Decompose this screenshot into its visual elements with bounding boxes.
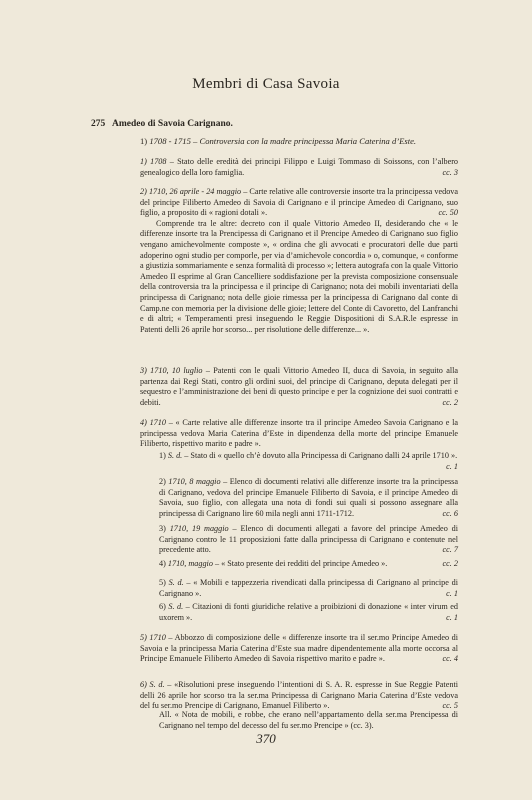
subitem-text: – Citazioni di fonti giuridiche relative a proibizioni di donazione « inter virum ed uxorem ». [159, 602, 458, 622]
subsection-dates: 1708 - 1715 [149, 136, 191, 146]
subitem-date: S. d. [168, 578, 184, 587]
subitem-text: – Stato di « quello ch’è dovuto alla Principessa di Carignano dalli 24 aprile 1710 ». [184, 451, 458, 460]
subitem-date: S. d. [167, 451, 183, 460]
item-date: 1710, 26 aprile - 24 maggio [148, 187, 242, 196]
subitem-date: 1710, 19 maggio [169, 524, 229, 533]
subitem-label: 6) [159, 602, 166, 611]
list-item [140, 680, 458, 712]
item-date: 1710 [149, 633, 166, 642]
sub-list-item [159, 451, 458, 472]
list-item [140, 187, 458, 335]
sub-list-item [159, 559, 458, 570]
item-label: 3) [140, 366, 147, 375]
sub-list-item [159, 524, 458, 556]
subitem-label: 2) [159, 477, 166, 486]
subitem-text: – Elenco di documenti relativi alle differenze insorte tra la principessa di Carignano, vedova del principe Emanuele Filiberto di Savoia, e il principe Amedeo di Savoia, suo figlio, con allegata una nota di fondi sui quali si possono assegnare alla principessa di Carignano lire 60 mila negli anni 1711-1712. [159, 477, 459, 518]
list-item [140, 157, 458, 178]
subitem-ref: cc. 6 [442, 508, 458, 518]
subsection-label: 1) [140, 136, 148, 146]
item-ref: cc. 2 [442, 397, 458, 407]
item-ref: cc. 3 [442, 167, 458, 177]
list-item [140, 366, 458, 408]
entry-title: Amedeo di Savoia Carignano. [112, 119, 233, 129]
list-item [140, 633, 458, 665]
item-text: – Stato delle eredità dei principi Filippo e Luigi Tommaso di Soissons, con l’albero genealogico della loro famiglia. [140, 157, 459, 177]
item-ref: cc. 50 [438, 208, 458, 218]
item-ref: cc. 5 [442, 701, 458, 711]
item-date: 1710, 10 luglio [150, 366, 203, 375]
item-paragraph: Comprende tra le altre: decreto con il quale Vittorio Amedeo II, desiderando che « le differenze insorte tra la Prencipessa di Carignano et il Prencipe Amedeo di Carignano suo figlio vengano amichevolmente composte », « ordina che gli avvocati e procuratori delle due parti adoperino ogni studio per comporle, per via d’amichevole concordia » o, comunque, « conforme a giustizia sommariamente e senza formalità di processo »; lettera autografa con la quale Vittorio Amedeo II esprime al Gran Cancelliere soddisfazione per la prevista composizione consensuale della controversia tra la principessa e il principe di Carignano; nota dei mobili inventariati della principessa di Carignano; nota delle gioie rimessa per la principessa di Carignano dal conte di Camp.ne con memoria per la divisione delle gioie; lettere del Conte di Cavoretto, del Lanfranchi e di altri; « Temperamenti presi inseguendo le Reggie Dispositioni di S.A.R.le espresse in Patenti delli 26 aprile hor scorso... per risolutione delle differenze... ». [140, 218, 458, 334]
subsection-text: – Controversia con la madre principessa Maria Caterina d’Este. [193, 136, 417, 146]
item-ref: cc. 4 [442, 654, 458, 664]
list-item [140, 418, 458, 450]
subitem-date: 1710, maggio [167, 559, 213, 568]
sub-list-item [159, 477, 458, 519]
item-text: – Carte relative alle controversie insorte tra la principessa vedova del principe Filiberto Amedeo di Savoia di Carignano e il principe Amedeo di Carignano, suo figlio, a proposito di « ragioni dotali ». [140, 187, 459, 218]
subitem-ref: c. 1 [446, 588, 458, 598]
subitem-text: – « Stato presente dei redditi del principe Amedeo ». [214, 559, 388, 568]
sub-list-item [159, 602, 458, 623]
item-label: 6) [140, 680, 147, 689]
subitem-label: 1) [159, 451, 166, 460]
subitem-text: – Elenco di documenti allegati a favore del principe Amedeo di Carignano contro le 11 proposizioni fatte dalla principessa di Carignano e contenute nel precedente atto. [159, 524, 459, 555]
sub-list-item [159, 578, 458, 599]
subsection-heading [140, 136, 416, 146]
item-date: 1710 [149, 418, 166, 427]
item-text: – Patenti con le quali Vittorio Amedeo II, duca di Savoia, in seguito alla partenza dai Regi Stati, contro gli ordini suoi, del principe di Carignano, deputa delegati per il sequestro e l’amministrazione dei beni di questo principe e per la cognizione dei suoi contratti e debiti. [140, 366, 459, 407]
subitem-label: 4) [159, 559, 166, 568]
item-text: – « Carte relative alle differenze insorte tra il principe Amedeo Savoia Carignano e la principessa vedova Maria Caterina d’Este in dipendenza della morte del principe Emanuele Filiberto, rispettivo marito e padre ». [140, 418, 458, 449]
subitem-ref: c. 1 [446, 461, 458, 471]
item-text: – Abbozzo di composizione delle « differenze insorte tra il ser.mo Principe Amedeo di Savoia e la principessa Maria Caterina d’Este sua madre dipendentemente alla morte occorsa al Principe Emanuele Filiberto Amedeo di Savoia rispettivo marito e padre ». [140, 633, 459, 664]
item-label: 4) [140, 418, 147, 427]
entry-number: 275 [91, 119, 106, 129]
item-date: 1708 [150, 157, 167, 166]
allegato-note: All. « Nota de mobili, e robbe, che erano nell’appartamento della ser.ma Prencipessa di Carignano nel tempo del decesso del fu ser.mo Prencipe » (cc. 3). [159, 710, 458, 730]
item-date: S. d. [149, 680, 165, 689]
subitem-ref: c. 1 [446, 612, 458, 622]
subitem-ref: cc. 7 [442, 545, 458, 555]
subitem-label: 3) [159, 524, 166, 533]
page-title: Membri di Casa Savoia [192, 76, 340, 92]
item-label: 5) [140, 633, 147, 642]
subitem-date: 1710, 8 maggio [168, 477, 221, 486]
subitem-date: S. d. [168, 602, 184, 611]
item-text: – «Risolutioni prese inseguendo l’intentioni di S. A. R. espresse in Sue Reggie Patenti delli 26 aprile hor scorso tra la ser.ma Principessa di Carignano Maria Caterina d’Este vedova del fu ser.mo Prencipe di Carignano, Emanuel Filiberto ». [140, 680, 458, 711]
subitem-ref: cc. 2 [442, 559, 458, 568]
subitem-text: – « Mobili e tappezzeria rivendicati dalla principessa di Carignano al principe di Carignano ». [159, 578, 459, 598]
subitem-label: 5) [159, 578, 166, 587]
item-label: 2) [140, 187, 147, 196]
item-label: 1) [140, 157, 147, 166]
page-number: 370 [256, 731, 276, 746]
